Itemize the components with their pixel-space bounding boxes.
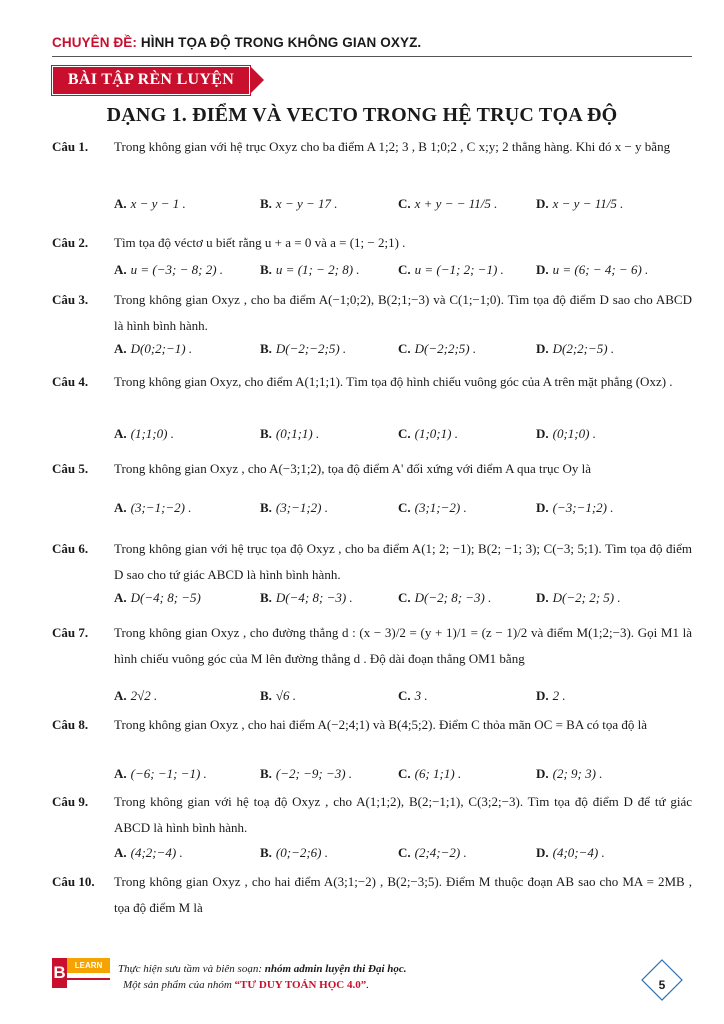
question-8 [52,712,692,738]
option-value: (3;1;−2) . [414,500,467,515]
question-text: Trong không gian Oxyz , cho hai điểm A(−2;4;1) và B(4;5;2). Điểm C thỏa mãn OC = BA có tọa độ là [114,717,648,732]
option-letter: C. [398,590,411,605]
page-number-badge [640,958,684,1002]
question-number: Câu 10. [52,874,95,889]
option-b[interactable] [260,426,319,442]
option-value: u = (6; − 4; − 6) . [552,262,649,277]
option-letter: D. [536,262,549,277]
option-value: (−2; −9; −3) . [275,766,353,781]
options-row-1 [114,196,692,218]
option-value: (4;2;−4) . [130,845,183,860]
option-b[interactable] [260,500,328,516]
option-letter: C. [398,196,411,211]
option-value: 2√2 . [130,688,158,703]
option-value: D(−4; 8; −3) . [275,590,353,605]
question-text: Tìm tọa độ véctơ u biết rằng u + a = 0 và a = (1; − 2;1) . [114,235,406,250]
option-letter: D. [536,426,549,441]
option-value: D(−4; 8; −5) [130,590,201,605]
option-letter: A. [114,426,127,441]
option-value: (3;−1;−2) . [130,500,192,515]
option-letter: C. [398,426,411,441]
option-b[interactable] [260,196,338,212]
option-letter: B. [260,766,272,781]
option-b[interactable] [260,766,352,782]
option-a[interactable] [114,341,192,357]
option-b[interactable] [260,262,360,278]
option-b[interactable] [260,590,353,606]
option-d[interactable] [536,196,623,212]
option-value: (0;1;1) . [275,426,320,441]
question-number: Câu 4. [52,374,89,389]
option-value: (−6; −1; −1) . [130,766,207,781]
question-text: Trong không gian với hệ toạ độ Oxyz , cho A(1;1;2), B(2;−1;1), C(3;2;−3). Tìm tọa độ điểm D để tứ giác ABCD là hình bình hành. [114,794,692,835]
option-value: √6 . [275,688,297,703]
option-c[interactable] [398,341,476,357]
option-value: D(−2; 8; −3) . [414,590,492,605]
option-c[interactable] [398,766,461,782]
option-letter: B. [260,341,272,356]
option-value: D(−2;−2;5) . [275,341,347,356]
question-4 [52,369,692,395]
option-b[interactable] [260,845,328,861]
question-2 [52,230,692,256]
question-text: Trong không gian với hệ trục tọa độ Oxyz , cho ba điểm A(1; 2; −1); B(2; −1; 3); C(−3; 5;1). Tìm tọa độ điểm D sao cho tứ giác ABCD là hình bình hành. [114,541,692,582]
options-row-2 [114,262,692,284]
option-a[interactable] [114,500,192,516]
header-divider [52,56,692,57]
question-5 [52,456,692,482]
option-value: x − y − 11/5 . [552,196,624,211]
footer-product-prefix: Một sản phẩm của nhóm [123,979,235,991]
option-value: D(2;2;−5) . [552,341,615,356]
option-a[interactable] [114,196,186,212]
header-prefix: CHUYÊN ĐỀ: [52,35,138,50]
option-value: (0;1;0) . [552,426,596,441]
option-letter: D. [536,766,549,781]
options-row-9 [114,845,692,867]
footer-credit-prefix: Thực hiện sưu tầm và biên soạn: [118,963,265,975]
options-row-8 [114,766,692,788]
blearn-logo [52,958,110,988]
footer-line-1 [118,961,407,977]
question-text: Trong không gian Oxyz , cho hai điểm A(3;1;−2) , B(2;−3;5). Điểm M thuộc đoạn AB sao cho MA = 2MB , tọa độ điểm M là [114,874,692,915]
question-6 [52,536,692,588]
question-text: Trong không gian Oxyz , cho đường thẳng d : (x − 3)/2 = (y + 1)/1 = (z − 1)/2 và điểm M(1;2;−3). Gọi M1 là hình chiếu vuông góc của M lên đường thẳng d . Độ dài đoạn thẳng OM1 bằng [114,625,692,666]
logo-letter: B [52,958,67,988]
header-title [52,35,421,50]
question-number: Câu 9. [52,794,89,809]
option-d[interactable] [536,341,614,357]
option-letter: D. [536,341,549,356]
logo-underline [67,978,110,980]
option-d[interactable] [536,688,566,704]
option-value: (0;−2;6) . [275,845,329,860]
question-text: Trong không gian Oxyz , cho A(−3;1;2), tọa độ điểm A' đối xứng với điểm A qua trục Oy là [114,461,591,476]
question-number: Câu 2. [52,235,89,250]
option-c[interactable] [398,845,467,861]
option-letter: A. [114,590,127,605]
option-letter: D. [536,590,549,605]
question-number: Câu 6. [52,541,89,556]
option-letter: B. [260,426,272,441]
options-row-7 [114,688,692,710]
section-ribbon [52,66,262,95]
question-text: Trong không gian với hệ trục Oxyz cho ba điểm A 1;2; 3 , B 1;0;2 , C x;y; 2 thẳng hàng. Khi đó x − y bằng [114,139,671,154]
option-c[interactable] [398,500,467,516]
option-value: 2 . [552,688,566,703]
ribbon-label: BÀI TẬP RÈN LUYỆN [67,71,235,88]
option-a[interactable] [114,262,223,278]
option-a[interactable] [114,590,201,606]
option-letter: A. [114,341,127,356]
options-row-5 [114,500,692,522]
footer-brand: “TƯ DUY TOÁN HỌC 4.0” [234,979,367,991]
question-text: Trong không gian Oxyz , cho ba điểm A(−1;0;2), B(2;1;−3) và C(1;−1;0). Tìm tọa độ điểm D sao cho ABCD là hình bình hành. [114,292,692,333]
option-d[interactable] [536,590,621,606]
option-letter: B. [260,500,272,515]
options-row-4 [114,426,692,448]
question-3 [52,287,692,339]
option-value: D(−2;2;5) . [414,341,477,356]
question-number: Câu 8. [52,717,89,732]
option-a[interactable] [114,766,207,782]
option-c[interactable] [398,590,491,606]
option-value: u = (−3; − 8; 2) . [130,262,224,277]
option-value: u = (−1; 2; −1) . [414,262,504,277]
option-d[interactable] [536,845,605,861]
question-7 [52,620,692,672]
option-letter: C. [398,688,411,703]
footer-credit-group: nhóm admin luyện thi Đại học. [264,963,407,975]
option-letter: B. [260,590,272,605]
question-10 [52,869,692,921]
option-value: x − y − 17 . [275,196,338,211]
option-letter: D. [536,500,549,515]
header-topic: HÌNH TỌA ĐỘ TRONG KHÔNG GIAN OXYZ. [137,35,422,50]
question-1 [52,134,692,160]
option-c[interactable] [398,688,428,704]
option-letter: A. [114,196,127,211]
option-letter: A. [114,262,127,277]
option-d[interactable] [536,500,614,516]
option-a[interactable] [114,845,183,861]
option-letter: C. [398,500,411,515]
section-title: DẠNG 1. ĐIỂM VÀ VECTO TRONG HỆ TRỤC TỌA ĐỘ [106,104,618,126]
options-row-3 [114,341,692,363]
option-letter: C. [398,262,411,277]
footer-credits [118,961,407,993]
logo-word: LEARN [67,958,110,973]
option-value: D(−2; 2; 5) . [552,590,621,605]
option-d[interactable] [536,766,602,782]
option-value: 3 . [414,688,428,703]
option-letter: C. [398,341,411,356]
footer-product-suffix: . [366,979,369,991]
ribbon-arrow-tip [250,66,264,94]
option-letter: B. [260,845,272,860]
option-value: (2;4;−2) . [414,845,467,860]
question-number: Câu 3. [52,292,89,307]
option-letter: D. [536,845,549,860]
option-c[interactable] [398,262,504,278]
option-letter: B. [260,196,272,211]
option-value: (3;−1;2) . [275,500,329,515]
option-c[interactable] [398,196,497,212]
option-value: (6; 1;1) . [414,766,462,781]
option-letter: D. [536,688,549,703]
option-value: x − y − 1 . [130,196,186,211]
options-row-6 [114,590,692,612]
option-letter: C. [398,845,411,860]
option-a[interactable] [114,688,157,704]
option-value: u = (1; − 2; 8) . [275,262,360,277]
option-letter: A. [114,688,127,703]
option-d[interactable] [536,426,596,442]
option-letter: A. [114,766,127,781]
option-value: (1;0;1) . [414,426,458,441]
option-a[interactable] [114,426,174,442]
option-d[interactable] [536,262,648,278]
question-number: Câu 1. [52,139,89,154]
question-9 [52,789,692,841]
option-letter: B. [260,262,272,277]
question-number: Câu 5. [52,461,89,476]
page-number: 5 [658,978,666,992]
footer-line-2 [123,977,407,993]
option-letter: D. [536,196,549,211]
option-value: (4;0;−4) . [552,845,605,860]
option-b[interactable] [260,341,346,357]
option-value: (1;1;0) . [130,426,174,441]
option-value: (2; 9; 3) . [552,766,603,781]
option-letter: C. [398,766,411,781]
option-value: (−3;−1;2) . [552,500,614,515]
option-letter: A. [114,845,127,860]
option-value: D(0;2;−1) . [130,341,193,356]
question-number: Câu 7. [52,625,89,640]
option-b[interactable] [260,688,296,704]
question-text: Trong không gian Oxyz, cho điểm A(1;1;1). Tìm tọa độ hình chiếu vuông góc của A trên mặt phẳng (Oxz) . [114,374,673,389]
option-value: x + y − − 11/5 . [414,196,498,211]
option-letter: B. [260,688,272,703]
option-letter: A. [114,500,127,515]
option-c[interactable] [398,426,458,442]
